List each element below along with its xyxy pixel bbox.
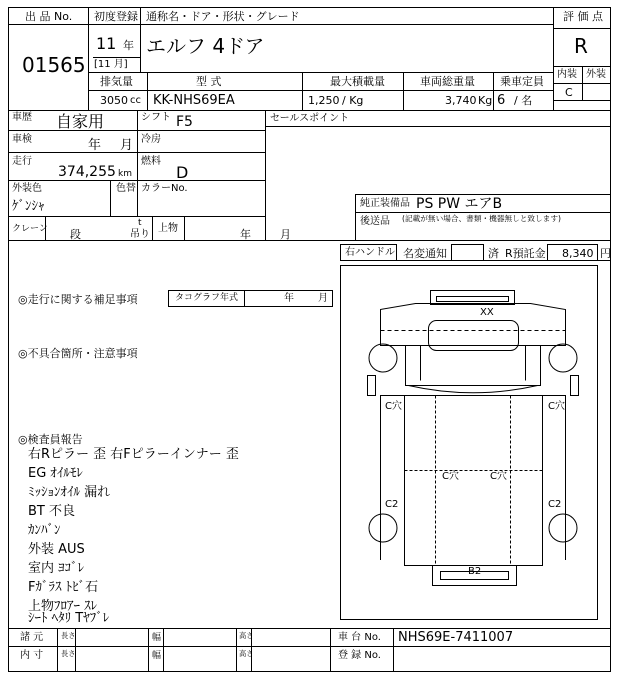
capacity-value: 6 xyxy=(497,93,506,108)
ac-label: 冷房 xyxy=(141,134,161,145)
right-handle-badge: 右ハンドル xyxy=(345,247,395,258)
inspector-line: BT 不良 xyxy=(28,504,75,519)
inspection-year-unit: 年 xyxy=(88,138,102,153)
fuel-value: D xyxy=(176,163,189,182)
tachograph-label: タコグラフ年式 xyxy=(175,293,239,303)
inspector-line: 上物ﾌﾛｱｰ ｽﾚ xyxy=(28,599,98,614)
recycle-fee-label: R預託金 xyxy=(505,247,546,260)
exterior-color-value: ｹﾞﾝｼｬ xyxy=(12,199,45,214)
inspection-month-unit: 月 xyxy=(120,138,134,153)
mileage-value: 374,255 xyxy=(58,164,116,180)
upper-body-month-unit: 月 xyxy=(280,228,291,241)
rating-label: 評 価 点 xyxy=(563,10,603,23)
inspector-line: EG ｵｲﾙﾓﾚ xyxy=(28,466,83,481)
shift-value: F5 xyxy=(176,114,193,130)
damage-mark: C穴 xyxy=(548,401,565,412)
gross-weight-label: 車両総重量 xyxy=(420,75,475,88)
lot-number-label: 出 品 No. xyxy=(25,10,73,23)
length-label: 長さ xyxy=(61,632,76,641)
inspector-line: ｼｰﾄ ﾍﾀﾘ Tﾔﾌﾞﾚ xyxy=(28,611,110,626)
defects-heading: ◎不具合箇所・注意事項 xyxy=(18,347,138,360)
mileage-unit: km xyxy=(118,169,132,179)
max-load-unit: / Kg xyxy=(342,94,364,107)
capacity-label: 乗車定員 xyxy=(500,75,544,88)
first-registration-label: 初度登録 xyxy=(94,10,138,23)
recycle-done-label: 済 xyxy=(488,247,499,260)
tachograph-year-unit: 年 xyxy=(284,293,294,304)
recycle-fee-value: 8,340 xyxy=(562,247,594,260)
exterior-color-label: 外装色 xyxy=(12,183,42,194)
inspection-label: 車検 xyxy=(12,134,32,145)
model-code: KK-NHS69EA xyxy=(153,93,235,108)
capacity-unit: / 名 xyxy=(514,94,533,107)
tachograph-month-unit: 月 xyxy=(318,293,328,304)
damage-mark: C穴 xyxy=(385,401,402,412)
chassis-number-label: 車 台 No. xyxy=(338,632,381,643)
vehicle-name-label: 通称名・ドア・形状・グレード xyxy=(146,10,300,23)
aftermarket-label: 後送品 xyxy=(360,216,390,227)
shift-label: シフト xyxy=(141,112,171,123)
crane-hoist-label: 吊り xyxy=(130,229,150,240)
overall-rating: R xyxy=(574,34,588,58)
registration-year: 11 xyxy=(96,34,117,53)
interior-label: 内装 xyxy=(557,69,577,80)
max-load-label: 最大積載量 xyxy=(330,75,385,88)
inner-dimensions-label: 内 寸 xyxy=(20,650,44,661)
damage-mark: C2 xyxy=(548,499,562,510)
inspector-report-heading: ◎検査員報告 xyxy=(18,433,83,446)
damage-mark: C穴 xyxy=(490,471,507,482)
color-number-label: カラーNo. xyxy=(141,183,188,194)
height-label: 高さ xyxy=(239,650,254,659)
width-label: 幅 xyxy=(152,633,162,643)
gross-weight-unit: Kg xyxy=(478,94,493,107)
model-code-label: 型 式 xyxy=(196,75,222,88)
gross-weight-value: 3,740 xyxy=(445,94,477,107)
vehicle-model-name: エルフ 4ドア xyxy=(146,34,265,58)
upper-body-year-unit: 年 xyxy=(240,228,251,241)
aftermarket-note: (記載が無い場合、書類・機器無しと致します) xyxy=(402,215,561,224)
displacement-value: 3050 xyxy=(100,94,128,107)
name-change-label: 名変通知 xyxy=(403,247,447,260)
equipment-value: PS PW エアB xyxy=(416,196,503,212)
lot-number: 01565 xyxy=(22,53,86,77)
exterior-label: 外装 xyxy=(586,69,606,80)
specs-label: 諸 元 xyxy=(20,632,44,643)
height-label: 高さ xyxy=(239,632,254,641)
max-load-value: 1,250 xyxy=(308,94,340,107)
crane-label: クレーン xyxy=(12,224,48,234)
recycle-fee-unit: 円 xyxy=(600,247,611,260)
mileage-label: 走行 xyxy=(12,156,32,167)
inspector-line: 外装 AUS xyxy=(28,542,85,557)
inspector-line: ｶﾝﾊﾞﾝ xyxy=(28,523,61,538)
inspector-line: ﾐｯｼｮﾝｵｲﾙ 漏れ xyxy=(28,485,111,500)
chassis-number-value: NHS69E-7411007 xyxy=(398,630,514,645)
fuel-label: 燃料 xyxy=(141,156,161,167)
width-label: 幅 xyxy=(152,651,162,661)
displacement-label: 排気量 xyxy=(100,75,133,88)
crane-ton-unit: t xyxy=(138,218,142,228)
damage-mark: B2 xyxy=(468,566,482,577)
damage-mark: C穴 xyxy=(442,471,459,482)
length-label: 長さ xyxy=(61,650,76,659)
registration-year-unit: 年 xyxy=(123,39,134,52)
sales-point-label: セールスポイント xyxy=(270,113,350,124)
registration-number-label: 登 録 No. xyxy=(338,650,381,661)
inspector-line: Fｶﾞﾗｽ ﾄﾋﾞ石 xyxy=(28,580,99,595)
upper-body-label: 上物 xyxy=(158,223,178,234)
color-change-label: 色替 xyxy=(116,183,136,194)
history-label: 車歴 xyxy=(12,112,32,123)
inspector-line: 右Rピラー 歪 右Fピラーインナー 歪 xyxy=(28,447,239,462)
driving-notes-heading: ◎走行に関する補足事項 xyxy=(18,293,138,306)
history-value: 自家用 xyxy=(56,112,105,131)
inspector-line: 室内 ﾖｺﾞﾚ xyxy=(28,561,85,576)
damage-mark: XX xyxy=(480,307,494,318)
equipment-label: 純正装備品 xyxy=(360,198,410,209)
displacement-unit: cc xyxy=(130,95,141,106)
registration-month: [11 月] xyxy=(94,59,128,70)
interior-grade: C xyxy=(565,86,573,99)
damage-mark: C2 xyxy=(385,499,399,510)
crane-stage-unit: 段 xyxy=(70,228,81,241)
